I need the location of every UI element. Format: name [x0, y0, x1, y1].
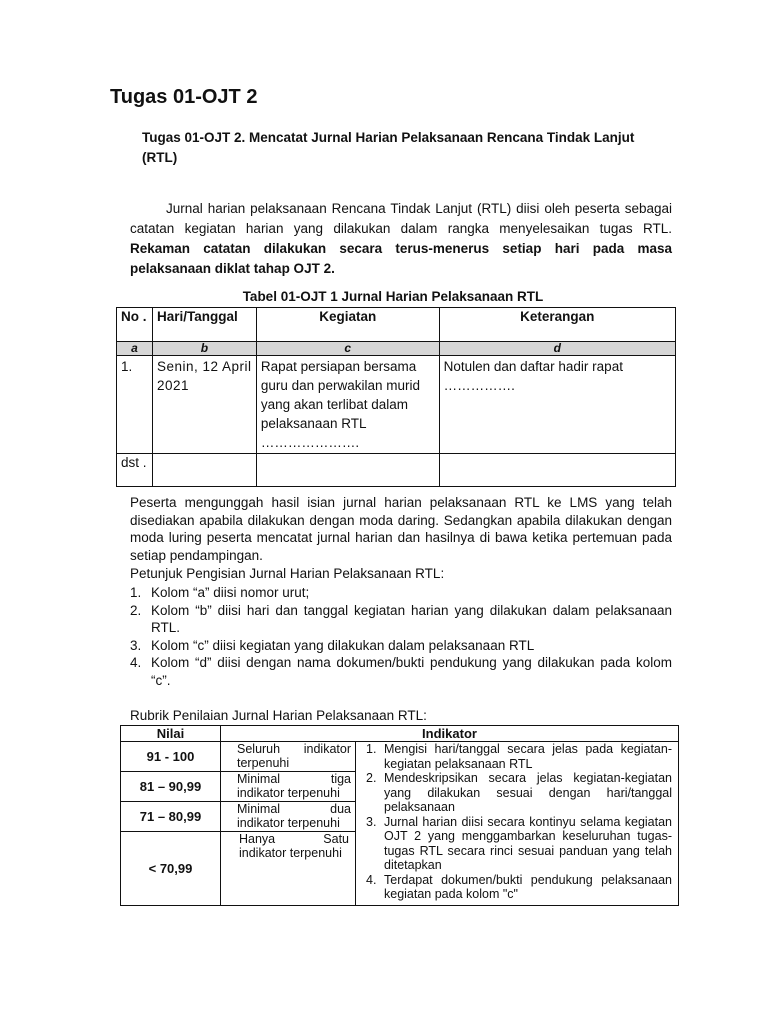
nilai-cell: < 70,99 — [121, 832, 221, 906]
list-item — [130, 654, 672, 689]
task-subtitle: Tugas 01-OJT 2. Mencatat Jurnal Harian Pelaksanaan Rencana Tindak Lanjut (RTL) — [142, 130, 635, 165]
rubrik-table — [120, 725, 679, 906]
list-item — [366, 873, 672, 902]
cell-keterangan: Notulen dan daftar hadir rapat ……………. — [439, 356, 675, 454]
nilai-cell: 71 – 80,99 — [121, 802, 221, 832]
desc-cell: Seluruh indikator terpenuhi — [221, 742, 356, 772]
intro-text: Jurnal harian pelaksanaan Rencana Tindak Lanjut (RTL) diisi oleh peserta sebagai catatan kegiatan harian yang dilakukan dalam rangka menyelesaikan tugas RTL. — [130, 201, 672, 236]
rubrik-header-row — [121, 726, 679, 742]
list-text: Mengisi hari/tanggal secara jelas pada kegiatan-kegiatan pelaksanaan RTL — [384, 742, 672, 771]
list-item — [366, 742, 672, 771]
list-number: 4. — [130, 655, 142, 670]
indikator-list — [366, 742, 672, 902]
table-row — [117, 356, 676, 454]
desc-cell: Minimal dua indikator terpenuhi — [221, 802, 356, 832]
intro-paragraph — [130, 199, 672, 279]
list-text: Kolom “d” diisi dengan nama dokumen/bukti pendukung yang dilakukan pada kolom “c”. — [151, 655, 672, 688]
document-title: Tugas 01-OJT 2 — [110, 86, 258, 108]
list-number: 3. — [130, 637, 142, 653]
list-number: 1. — [130, 585, 142, 600]
list-text: Terdapat dokumen/bukti pendukung pelaksanaan kegiatan pada kolom "c" — [384, 872, 672, 901]
header-hari-tanggal: Hari/Tanggal — [152, 308, 256, 342]
cell-kegiatan: Rapat persiapan bersama guru dan perwakilan murid yang akan terlibat dalam pelaksanaan RTL …………………. — [256, 356, 439, 454]
upload-paragraph: Peserta mengunggah hasil isian jurnal harian pelaksanaan RTL ke LMS yang telah disediakan apabila dilakukan dengan moda daring. Sedangkan apabila dilakukan dengan moda luring peserta mencatat jurnal harian dan hasilnya di bawa ketika pertemuan pada setiap pendampingan. — [130, 495, 672, 563]
list-text: Kolom “b” diisi hari dan tanggal kegiatan harian yang dilakukan dalam pelaksanaan RTL. — [151, 602, 672, 635]
desc-cell: Minimal tiga indikator terpenuhi — [221, 772, 356, 802]
list-number: 1. — [366, 742, 377, 756]
list-item — [366, 815, 672, 873]
cell-keterangan — [439, 454, 675, 487]
header-indikator: Indikator — [221, 726, 679, 742]
table-caption: Tabel 01-OJT 1 Jurnal Harian Pelaksanaan RTL — [242, 289, 544, 304]
header-nilai: Nilai — [121, 726, 221, 742]
jurnal-table — [116, 307, 676, 487]
list-item — [130, 602, 672, 637]
cell-tanggal: Senin, 12 April 2021 — [152, 356, 256, 454]
header-kegiatan: Kegiatan — [256, 308, 439, 342]
nilai-cell: 81 – 90,99 — [121, 772, 221, 802]
intro-bold-text: Rekaman catatan dilakukan secara terus-menerus setiap hari pada masa pelaksanaan diklat tahap OJT 2. — [130, 241, 672, 276]
list-text: Jurnal harian diisi secara kontinyu selama kegiatan OJT 2 yang menggambarkan keseluruhan tugas-tugas RTL secara rinci sesuai panduan yang telah ditetapkan — [384, 814, 672, 872]
cell-no: 1. — [117, 356, 153, 454]
list-text: Kolom “a” diisi nomor urut; — [151, 585, 310, 600]
desc-cell: Hanya Satu indikator terpenuhi — [221, 832, 356, 906]
cell-no: dst . — [117, 454, 153, 487]
cell-tanggal — [152, 454, 256, 487]
nilai-cell: 91 - 100 — [121, 742, 221, 772]
list-number: 3. — [366, 814, 377, 829]
list-text: Mendeskripsikan secara jelas kegiatan-kegiatan yang dilakukan sesuai dengan hari/tanggal pelaksanaan — [384, 771, 672, 814]
letter-b: b — [152, 342, 256, 356]
header-keterangan: Keterangan — [439, 308, 675, 342]
cell-kegiatan — [256, 454, 439, 487]
list-number: 2. — [366, 771, 377, 785]
list-item — [130, 584, 672, 602]
petunjuk-list — [130, 584, 672, 689]
list-item — [366, 771, 672, 815]
list-text: Kolom “c” diisi kegiatan yang dilakukan dalam pelaksanaan RTL — [151, 637, 535, 653]
header-no: No . — [117, 308, 153, 342]
list-number: 2. — [130, 602, 142, 618]
rubrik-heading: Rubrik Penilaian Jurnal Harian Pelaksanaan RTL: — [130, 708, 427, 723]
petunjuk-heading: Petunjuk Pengisian Jurnal Harian Pelaksanaan RTL: — [130, 566, 445, 581]
table-row — [117, 454, 676, 487]
letter-a: a — [117, 342, 153, 356]
letter-d: d — [439, 342, 675, 356]
table-row — [121, 742, 679, 772]
letter-c: c — [256, 342, 439, 356]
jurnal-letter-row — [117, 342, 676, 356]
jurnal-header-row — [117, 308, 676, 342]
list-number: 4. — [366, 872, 377, 887]
list-item — [130, 637, 672, 655]
indikator-cell — [356, 742, 679, 906]
